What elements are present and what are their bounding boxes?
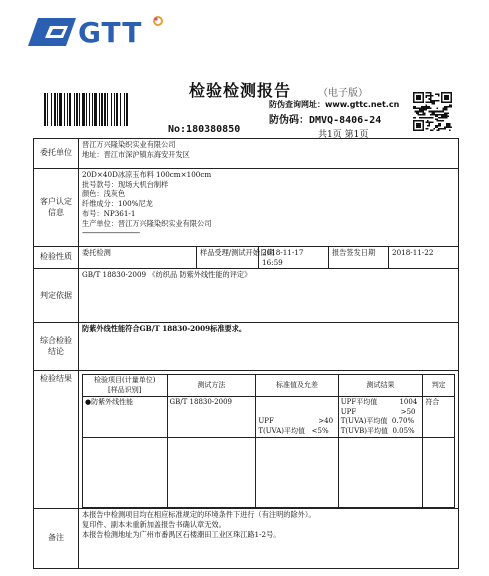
issued-date-value: 2018-11-22 <box>389 247 459 269</box>
verify-site: 防伪查询网址：www.gttc.net.cn <box>269 100 400 109</box>
result-line: UPF >50 <box>340 407 416 416</box>
result-line: T(UVB)平均值 0.05% <box>340 426 415 435</box>
table-row-empty <box>83 438 455 508</box>
header-judgement: 判定 <box>423 375 455 397</box>
result-judgement: 符合 <box>423 397 455 438</box>
results-header-row <box>83 375 455 397</box>
results-label: 检验结果 <box>34 371 79 509</box>
result-item: ●防紫外线性能 <box>83 397 168 438</box>
received-date-value: 2018-11-17 16:59 <box>259 247 329 269</box>
conclusion-label: 综合检验结论 <box>34 323 79 371</box>
sample-line: 20D×40D冰凉玉布料 100cm×100cm <box>82 170 212 179</box>
result-method: GB/T 18830-2009 <box>167 397 256 438</box>
header-result: 测试结果 <box>338 375 423 397</box>
conclusion-value: 防紫外线性能符合GB/T 18830-2009标准要求。 <box>79 323 459 371</box>
result-line: UPF平均值 1004 <box>340 398 418 407</box>
barcode-image <box>44 93 164 126</box>
sample-line: 颜色：浅灰色 <box>82 189 126 199</box>
nature-row <box>34 247 459 269</box>
remark-line: 复印件、副本未重新加盖报告书确认章无效。 <box>82 519 226 529</box>
results-row <box>34 371 459 509</box>
remark-line: 本报告中检测项目均在相应标准规定的环境条件下进行（有注明的除外）。 <box>82 510 316 520</box>
table-row <box>83 397 455 438</box>
basis-value: GB/T 18830-2009 《纺织品 防紫外线性能的评定》 <box>79 269 459 323</box>
basis-label: 判定依据 <box>34 269 79 323</box>
standard-line: UPF >40 <box>258 417 334 426</box>
client-row <box>34 139 459 169</box>
sample-line: 批号款号：现场大机台制样 <box>82 179 169 189</box>
remarks-row <box>34 509 459 569</box>
report-title: 检验检测报告 <box>189 81 292 100</box>
remark-line: 本报告检测地址为广州市番禺区石楼潮田工业区珠江路1-2号。 <box>82 529 281 539</box>
header-standard: 标准值及允差 <box>256 375 338 397</box>
header-method: 测试方法 <box>167 375 256 397</box>
nature-label: 检验性质 <box>34 247 79 269</box>
report-table <box>33 138 459 569</box>
sample-label: 客户认定信息 <box>34 169 79 247</box>
client-address: 地址：晋江市深沪镇东海安开发区 <box>82 149 190 159</box>
received-date-label: 样品受理/测试开始日期 <box>197 247 259 269</box>
page-info: 共1页 第1页 <box>318 130 369 140</box>
sample-row <box>34 169 459 247</box>
client-name: 晋江万兴隆染织实业有限公司 <box>82 140 176 149</box>
sample-line: 纤维成分：100%尼龙 <box>82 199 153 209</box>
qr-code-image <box>413 92 452 131</box>
result-line: T(UVA)平均值 0.70% <box>340 417 415 426</box>
results-table <box>82 374 455 508</box>
nature-value: 委托检测 <box>79 247 197 269</box>
issued-date-label: 报告签发日期 <box>329 247 389 269</box>
header-item: 检验项目(计量单位) [样品识别] <box>83 375 168 397</box>
sample-line: 生产单位：晋江万兴隆染织实业有限公司 <box>82 218 212 228</box>
remarks-label: 备注 <box>34 509 79 569</box>
client-label: 委托单位 <box>34 139 79 169</box>
logo-text: GTT <box>78 16 143 49</box>
standard-line: T(UVA)平均值 <5% <box>258 426 329 435</box>
sample-line: ---------------------------------------- <box>82 228 140 238</box>
sample-line: 布号：NP361-1 <box>82 208 136 218</box>
report-number: No:180380850 <box>168 124 241 135</box>
conclusion-row <box>34 323 459 371</box>
verify-code: 防伪码：DMVQ-8406-24 <box>269 115 382 126</box>
basis-row <box>34 269 459 323</box>
report-title-suffix: （电子版） <box>318 88 368 99</box>
